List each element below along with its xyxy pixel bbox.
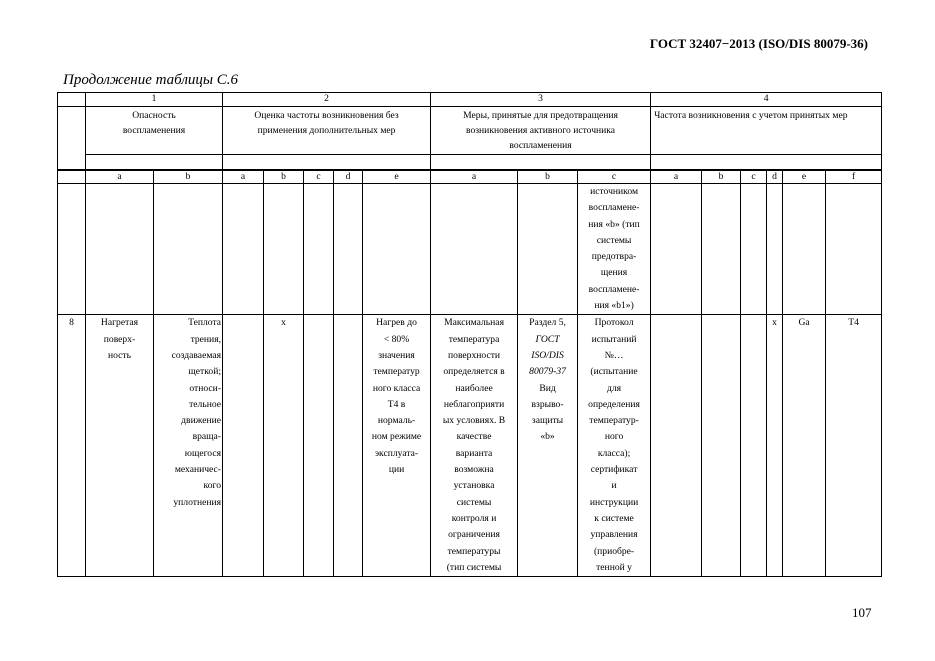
table-cell [223,315,264,577]
table-cell [702,184,741,315]
reference-standard: ГОСТ ISO/DIS 80079-37 [529,333,566,378]
sub-letter: c [304,170,334,184]
table-cell [58,184,86,315]
table-cell [223,184,264,315]
table-cell [264,184,304,315]
table-cell [651,184,702,315]
hazard-cause-cell: Теплота трения, создаваемая щеткой; относи- тельное движение враща- ющегося механичес- кого уплотнения [154,315,223,577]
table-cell [363,184,431,315]
hazard-cell: Нагретая поверх- ность [86,315,154,577]
table-cell [741,184,767,315]
measures-c-cell: источником воспламене- ния «b» (тип системы предотвра- щения воспламене- ния «b1») [578,184,651,315]
table-cell [518,184,578,315]
table-cell [334,184,363,315]
frequency-mark: x [264,315,304,577]
sub-letter: d [767,170,783,184]
sub-letter: e [783,170,826,184]
table-cell [651,315,702,577]
temperature-class-cell: T4 [826,315,882,577]
table-cell [767,184,783,315]
sub-letter: a [86,170,154,184]
sub-letter: a [431,170,518,184]
group-title: Меры, принятые для предотвращения возникновения активного источника воспламенения [431,107,651,155]
row-number-header [58,107,86,171]
table-cell [826,184,882,315]
table-caption: Продолжение таблицы С.6 [63,72,239,88]
document-header: ГОСТ 32407−2013 (ISO/DIS 80079-36) [649,36,868,51]
group-number-row [58,93,882,107]
group-title: Оценка частоты возникновения без применения дополнительных мер [223,107,431,155]
protection-type: Вид взрыво- защиты «b» [531,382,564,443]
table-cell [783,184,826,315]
measures-a-cell: Максимальная температура поверхности определяется в наиболее неблагоприяти ых условиях. В качестве варианта возможна установка системы контроля и ограничения температуры (тип системы [431,315,518,577]
table-cell [86,184,154,315]
spacer-row [58,155,882,171]
assessment-cell: Нагрев до < 80% значения температур ного класса Т4 в нормаль- ном режиме эксплуата- ции [363,315,431,577]
sub-letter: c [741,170,767,184]
sub-letter-empty [58,170,86,184]
frequency-mark: x [767,315,783,577]
sub-letter: b [154,170,223,184]
sub-letter: b [518,170,578,184]
sub-letter: b [264,170,304,184]
measures-b-cell [518,315,578,577]
group-number: 2 [223,93,431,107]
sub-letter: d [334,170,363,184]
group-number: 1 [86,93,223,107]
group-title-row [58,107,882,155]
table-cell [334,315,363,577]
table-cell [431,184,518,315]
spacer-cell [431,155,651,171]
sub-letter: b [702,170,741,184]
sub-letter-row [58,170,882,184]
table-cell [154,184,223,315]
page-number: 107 [852,605,872,620]
table-cell [304,184,334,315]
group-title: Частота возникновения с учетом принятых мер [651,107,882,155]
row-number: 8 [58,315,86,577]
table-cell [741,315,767,577]
hazard-table [57,92,882,577]
group-number: 4 [651,93,882,107]
sub-letter: a [651,170,702,184]
sub-letter: a [223,170,264,184]
measures-c-cell: Протокол испытаний №… (испытание для определения температур- ного класса); сертификат и инструкции к системе управления (приобре- тенной у [578,315,651,577]
sub-letter: f [826,170,882,184]
reference-section: Раздел 5, [529,317,566,329]
spacer-cell [223,155,431,171]
continuation-row [58,184,882,315]
sub-letter: e [363,170,431,184]
group-title: Опасность воспламенения [86,107,223,155]
group-number: 3 [431,93,651,107]
epl-cell: Ga [783,315,826,577]
sub-letter: c [578,170,651,184]
corner-cell [58,93,86,107]
table-cell [702,315,741,577]
spacer-cell [86,155,223,171]
spacer-cell [651,155,882,171]
table-row-8 [58,315,882,577]
table-cell [304,315,334,577]
